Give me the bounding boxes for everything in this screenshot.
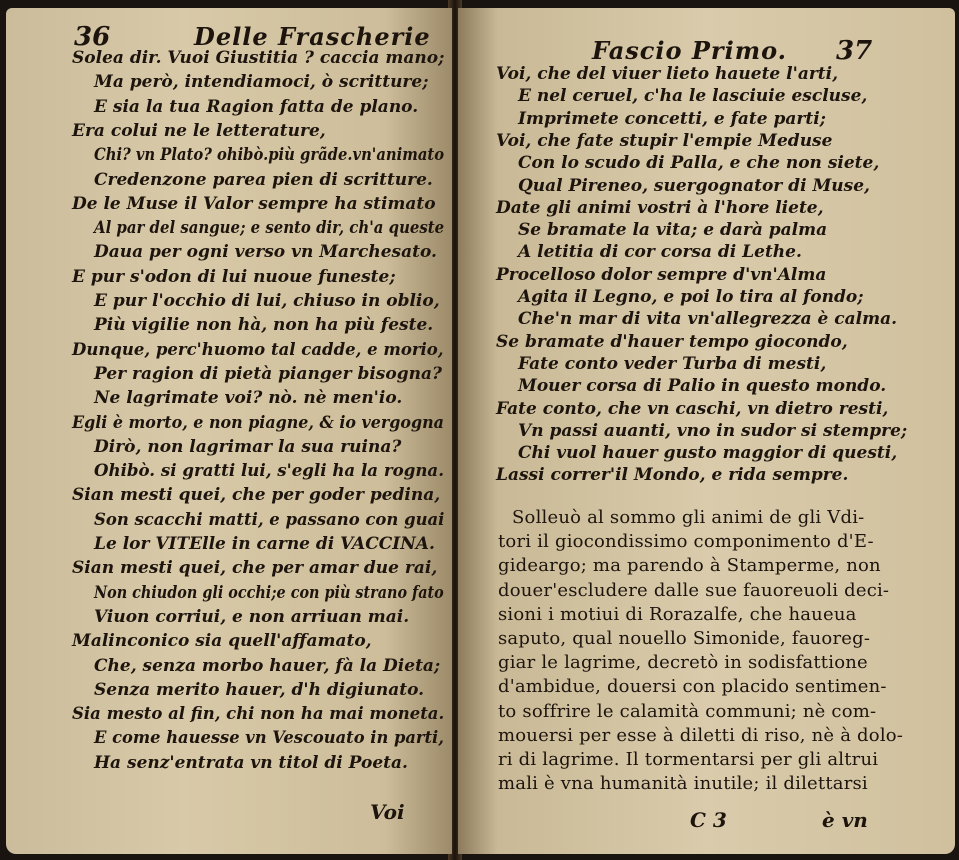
- verse-line: Viuon corriui, e non arriuan mai.: [94, 606, 410, 627]
- prose-line: sioni i motiui di Rorazalfe, che haueua: [498, 603, 857, 625]
- verse-line: Che'n mar di vita vn'allegrezza è calma.: [518, 309, 898, 330]
- verse-line: Voi, che fate stupir l'empie Meduse: [496, 130, 833, 151]
- verse-line: Fate conto, che vn caschi, vn dietro resti,: [496, 398, 889, 419]
- verse-line: Date gli animi vostri à l'hore liete,: [496, 197, 824, 218]
- verse-line: Qual Pireneo, suergognator di Muse,: [518, 175, 870, 196]
- page-number-right: 37: [836, 36, 873, 66]
- right-page-header: [458, 22, 955, 66]
- verse-line: Con lo scudo di Palla, e che non siete,: [518, 153, 880, 174]
- verse-line: Mouer corsa di Palio in questo mondo.: [518, 376, 887, 397]
- prose-line: gideargo; ma parendo à Stamperme, non: [498, 555, 881, 577]
- verse-line: Voi, che del viuer lieto hauete l'arti,: [496, 64, 839, 84]
- verse-line: Agita il Legno, e poi lo tira al fondo;: [518, 287, 864, 307]
- verse-line: Chi? vn Plato? ohibò.più grãde.vn'animato: [94, 145, 445, 166]
- signature-mark: C 3: [690, 808, 727, 832]
- left-page: [6, 8, 452, 854]
- prose-line: d'ambidue, douersi con placido sentimen-: [498, 676, 887, 698]
- verse-line: Ohibò. si gratti lui, s'egli ha la rogna.: [94, 461, 445, 482]
- verse-line: Imprimete concetti, e fate parti;: [518, 108, 826, 129]
- verse-line: Sian mesti quei, che per goder pedina,: [72, 485, 441, 506]
- running-title-left: Delle Frascherie: [194, 22, 431, 51]
- verse-line: Solea dir. Vuoi Giustitia ? caccia mano;: [72, 48, 445, 68]
- verse-line: Egli è morto, e non piagne, & io vergogna: [72, 412, 444, 433]
- verse-line: Senza merito hauer, d'h digiunato.: [94, 679, 425, 700]
- verse-line: Ha senz'entrata vn titol di Poeta.: [94, 752, 408, 773]
- verse-line: Più vigilie non hà, non ha più feste.: [94, 315, 434, 336]
- verse-line: E sia la tua Ragion fatta de plano.: [94, 96, 419, 117]
- verse-line: Se bramate la vita; e darà palma: [518, 220, 828, 241]
- prose-line: to soffrire le calamità communi; nè com-: [498, 700, 877, 722]
- verse-line: Non chiudon gli occhi;e con più strano fato: [94, 582, 444, 603]
- prose-line: saputo, qual nouello Simonide, fauoreg-: [498, 628, 871, 649]
- verse-line: Malinconico sia quell'affamato,: [72, 631, 372, 652]
- verse-line: Per ragion di pietà pianger bisogna?: [94, 363, 442, 384]
- page-number-left: 36: [74, 22, 111, 52]
- verse-line: Le lor VITElle in carne di VACCINA.: [94, 534, 435, 554]
- verse-line: Se bramate d'hauer tempo giocondo,: [496, 331, 848, 352]
- prose-line: ri di lagrime. Il tormentarsi per gli altrui: [498, 749, 879, 770]
- verse-line: Ma però, intendiamoci, ò scritture;: [94, 72, 429, 93]
- verse-line: Al par del sangue; e sento dir, ch'a queste: [94, 218, 445, 239]
- verse-line: De le Muse il Valor sempre ha stimato: [72, 193, 436, 214]
- verse-line: Fate conto veder Turba di mesti,: [518, 353, 827, 374]
- verse-line: Dirò, non lagrimar la sua ruina?: [94, 436, 402, 457]
- verse-line: Credenzone parea pien di scritture.: [94, 169, 433, 190]
- right-page: [458, 8, 955, 854]
- prose-line: mouersi per esse à diletti di riso, nè à dolo-: [498, 724, 904, 746]
- verse-line: Dunque, perc'huomo tal cadde, e morio,: [72, 339, 444, 360]
- prose-line: giar le lagrime, decretò in sodisfattione: [498, 652, 868, 674]
- verse-line: Vn passi auanti, vno in sudor si stempre;: [518, 420, 908, 441]
- verse-line: Che, senza morbo hauer, fà la Dieta;: [94, 655, 441, 676]
- verse-line: E pur s'odon di lui nuoue funeste;: [72, 266, 396, 287]
- running-title-right: Fascio Primo.: [592, 36, 788, 65]
- verse-line: Daua per ogni verso vn Marchesato.: [94, 242, 437, 263]
- verse-line: A letitia di cor corsa di Lethe.: [518, 242, 802, 263]
- verse-line: E nel ceruel, c'ha le lasciuie escluse,: [518, 86, 868, 107]
- verse-line: Ne lagrimate voi? nò. nè men'io.: [94, 388, 403, 409]
- verse-line: Sian mesti quei, che per amar due rai,: [72, 558, 438, 579]
- verse-line: Lassi correr'il Mondo, e rida sempre.: [496, 465, 849, 486]
- verse-line: Sia mesto al fin, chi non ha mai moneta.: [72, 704, 445, 725]
- catchword-right: è vn: [822, 808, 868, 832]
- verse-line: Procelloso dolor sempre d'vn'Alma: [496, 264, 827, 285]
- prose-line: Solleuò al sommo gli animi de gli Vdi-: [512, 507, 865, 528]
- prose-line: mali è vna humanità inutile; il dilettarsi: [498, 773, 868, 795]
- verse-line: E come hauesse vn Vescouato in parti,: [94, 728, 444, 749]
- verse-line: Son scacchi matti, e passano con guai: [94, 509, 445, 530]
- prose-line: tori il giocondissimo componimento d'E-: [498, 531, 874, 553]
- verse-line: Chi vuol hauer gusto maggior di questi,: [518, 443, 898, 464]
- catchword-left: Voi: [370, 800, 405, 824]
- verse-line: Era colui ne le letterature,: [72, 120, 326, 141]
- prose-line: douer'escludere dalle sue fauoreuoli deci-: [498, 579, 890, 601]
- verse-line: E pur l'occhio di lui, chiuso in oblio,: [94, 291, 440, 311]
